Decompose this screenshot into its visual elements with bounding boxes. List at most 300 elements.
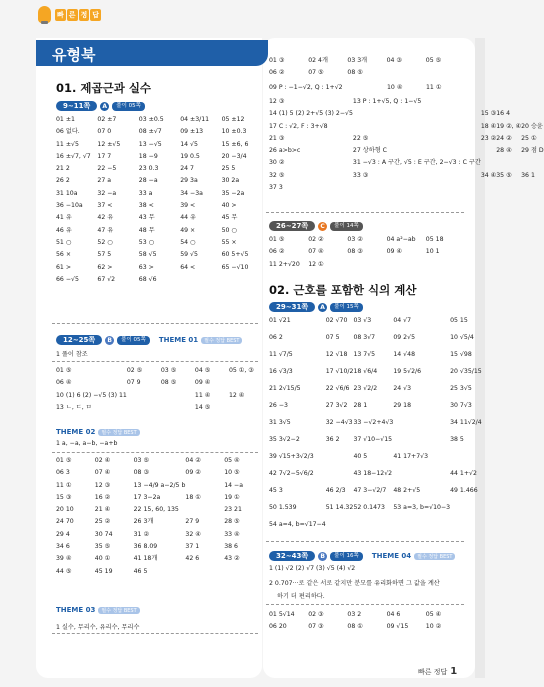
answer-item: 19 ① [224, 493, 240, 501]
answer-item: 13 P : 1+√5, Q : 1−√5 [352, 98, 422, 105]
answer-item [161, 402, 195, 414]
answer-item [185, 504, 224, 516]
answer-item [353, 182, 481, 194]
answer-item [481, 145, 496, 157]
answer-item: 18 ① [185, 493, 201, 501]
answer-item: 31 3√5 [269, 419, 291, 426]
answer-item: 02 ③ [308, 611, 324, 618]
solution-page: 풀이 16쪽 [330, 552, 363, 561]
logo-char: 빠 [57, 10, 64, 19]
logo-char: 른 [68, 10, 76, 19]
answer-item: 03 2 [347, 611, 362, 618]
answer-item: 17 C : √2, F : 3+√8 [269, 122, 328, 130]
answer-item: 62 > [97, 263, 113, 271]
answer-item: 27 3√2 [325, 402, 348, 409]
answer-line: 1 (1) √2 (2) √7 (3) √5 (4) √2 [269, 565, 356, 572]
answer-item: 13 −√5 [138, 140, 162, 148]
page-range: 32~43쪽 [269, 551, 315, 561]
answer-item: 63 > [138, 263, 154, 271]
answer-item: 04 √7 [393, 317, 412, 324]
answer-item: 02 √70 [325, 317, 348, 324]
answer-item: 06 ④ [56, 379, 72, 387]
answer-item: 46 5 [133, 567, 148, 575]
answer-item: 24 √3 [393, 385, 412, 392]
section-range-pill [269, 551, 455, 561]
answer-item: 35 ⑤ [94, 543, 111, 551]
answer-item: 05 15 [450, 317, 468, 324]
answer-item: 25 ① [521, 134, 537, 142]
solution-page: 풀이 14쪽 [330, 222, 363, 231]
answer-item: 31 10a [56, 189, 78, 197]
answer-item: 23 ② [480, 134, 497, 142]
answer-item: 05 ④ [425, 611, 442, 618]
answer-grid [269, 96, 544, 194]
answer-item [393, 417, 450, 429]
level-badge: B [318, 552, 327, 561]
answer-item: 30 74 [94, 530, 113, 538]
divider [266, 604, 464, 605]
answer-item [127, 390, 161, 402]
answer-item: 16 √3/3 [269, 368, 293, 375]
answer-item [229, 402, 263, 414]
answer-item: 01 ±1 [56, 116, 75, 123]
answer-item [229, 377, 263, 389]
answer-item [326, 519, 354, 531]
answer-item: 08 ⑤ [347, 69, 363, 77]
answer-item: 01 ⑤ [56, 367, 72, 374]
answer-item: 26 2 [56, 177, 70, 185]
answer-item: 67 √2 [97, 275, 116, 283]
answer-item: 44 ⑤ [56, 567, 72, 575]
answer-item: 10 ② [425, 623, 442, 631]
answer-item: 06 20 [269, 623, 287, 631]
answer-item: 07 ③ [308, 623, 324, 631]
best-tag: 필수 정답 BEST [98, 429, 139, 436]
answer-item: 08 3√7 [353, 334, 376, 341]
answer-item: 68 √6 [138, 275, 157, 283]
answer-item: 07 ⑤ [308, 69, 324, 77]
answer-item: 31 ② [133, 530, 149, 538]
answer-item: 01 ⑤ [56, 457, 72, 464]
answer-item: 36 8.09 [133, 543, 158, 551]
theme-label: THEME 01 [158, 336, 199, 344]
answer-item: 06 ② [269, 248, 285, 256]
answer-item: 10 (1) 6 (2) −√5 (3) 11 [56, 391, 127, 399]
answer-item: 24 7 [180, 165, 194, 173]
answer-item: 28 1 [353, 402, 368, 409]
answer-item: 05 ⑤ [425, 57, 442, 64]
answer-grid [269, 55, 465, 80]
answer-item: 08 ±√7 [138, 128, 162, 136]
answer-item: 43 18−12√2 [353, 470, 393, 477]
solution-page: 풀이 05쪽 [112, 102, 145, 111]
answer-item: 22 −5 [97, 165, 117, 173]
answer-item: 11 ① [56, 481, 72, 489]
level-badge: A [100, 102, 109, 111]
section-title: 01. 제곱근과 실수 [56, 81, 152, 95]
answer-item: 18 −9 [138, 152, 158, 160]
answer-grid [269, 315, 482, 536]
answer-item: 22 15, 60, 135 [133, 506, 179, 514]
answer-item: 01 ⑤ [269, 236, 285, 243]
answer-item [393, 434, 450, 446]
answer-item: 30 ② [269, 159, 285, 167]
best-tag: 필수 정답 BEST [98, 607, 139, 614]
answer-item: 02 ② [308, 236, 324, 243]
answer-item: 07 5 [325, 334, 340, 341]
answer-item: 17 3−2a [133, 493, 161, 501]
divider [266, 541, 464, 542]
answer-item [496, 182, 521, 194]
answer-item: 21 ③ [269, 134, 285, 142]
page-header [0, 0, 517, 38]
answer-item: 02 ④ [94, 457, 111, 464]
page-range: 26~27쪽 [269, 221, 315, 231]
answer-item: 43 ② [224, 555, 240, 563]
answer-line: 1 풀이 참조 [56, 351, 88, 358]
answer-item: 09 ±13 [180, 128, 204, 136]
answer-item: 51 14.32 [325, 504, 354, 511]
answer-item: 02 4개 [308, 57, 328, 64]
answer-item [481, 96, 496, 108]
answer-item: 34 ④ [480, 171, 497, 179]
answer-item [353, 108, 481, 120]
answer-item: 32 ④ [185, 530, 201, 538]
answer-grid [56, 455, 263, 578]
answer-item [496, 96, 521, 108]
answer-item: 23 0.3 [138, 165, 159, 173]
answer-item: 61 > [56, 263, 72, 271]
answer-item: 21 2 [56, 165, 70, 173]
answer-item: 01 5√14 [269, 611, 295, 618]
answer-item: 09 √15 [386, 623, 409, 631]
answer-item [521, 157, 544, 169]
answer-item: 04 ② [185, 457, 201, 464]
answer-item: 05 ④ [224, 457, 240, 464]
answer-item: 20 승윤 [521, 122, 543, 130]
answer-item: 53 ○ [138, 238, 155, 246]
answer-item: 08 ⑤ [160, 379, 177, 387]
best-tag: 필수 정답 BEST [414, 553, 455, 560]
answer-item: 37 √10−√15 [353, 436, 393, 443]
answer-item: 14 ⑤ [194, 403, 211, 411]
answer-item: 33 ④ [224, 530, 240, 538]
answer-item: 20 √35/15 [450, 368, 482, 375]
answer-item [521, 182, 544, 194]
answer-item: 41 유 [56, 214, 72, 222]
answer-item: 13 ㄴ, ㄷ, ㅁ [56, 403, 92, 411]
answer-item: 04 ③ [386, 57, 402, 64]
theme-label: THEME 02 [56, 428, 96, 436]
answer-item: 16 4 [496, 110, 511, 118]
answer-item [496, 157, 521, 169]
answer-item: 34 −3a [180, 189, 203, 197]
answer-item: 11 √7/5 [269, 351, 293, 358]
answer-item: 19 ②, ④ [496, 122, 522, 130]
answer-item: 42 6 [185, 555, 200, 563]
answer-item: 09 2√5 [393, 334, 415, 341]
answer-item: 26 a>b>c [269, 147, 301, 155]
section-title: 02. 근호를 포함한 식의 계산 [269, 283, 417, 297]
answer-item [481, 157, 496, 169]
answer-item: 14 √48 [393, 351, 415, 358]
answer-item: 21 2√15/5 [269, 385, 301, 392]
page-number: 1 [450, 666, 458, 677]
divider [52, 361, 258, 362]
answer-item: 37 < [97, 202, 113, 210]
answer-item: 03 ±0.5 [138, 116, 164, 123]
answer-item: 50 ○ [221, 226, 237, 234]
answer-item: 07 ④ [94, 469, 111, 477]
answer-item: 25 ② [94, 518, 111, 526]
answer-item: 44 1+√2 [450, 470, 477, 477]
answer-item: 11 2+√20 [269, 260, 300, 268]
answer-item: 66 −√5 [56, 275, 79, 283]
answer-item: 36 2 [325, 436, 340, 443]
answer-item: 02 ⑤ [126, 367, 143, 374]
answer-item: 41 18개 [133, 555, 158, 563]
answer-item: 37 1 [185, 543, 200, 551]
answer-item: 03 ⑤ [160, 367, 177, 374]
page-title: 유형북 [36, 40, 268, 66]
answer-item: 08 ③ [347, 248, 363, 256]
answer-item: 06 3 [56, 469, 70, 477]
answer-line: 10 ④ [387, 84, 403, 91]
answer-item: 40 5 [353, 453, 368, 460]
quick-answer-logo [38, 6, 101, 23]
logo-char: 답 [92, 10, 100, 19]
level-badge: B [105, 336, 114, 345]
answer-item: 11 ④ [194, 391, 211, 399]
answer-item: 18 √6/4 [353, 368, 378, 375]
answer-item: 04 a²−ab [386, 236, 416, 243]
answer-item: 36 1 [521, 171, 535, 179]
divider [52, 452, 258, 453]
answer-item: 48 무 [138, 226, 155, 234]
answer-item: 15 √98 [450, 351, 472, 358]
answer-item: 33 −√2+4√3 [353, 419, 394, 426]
answer-item: 12 ③ [94, 481, 111, 489]
answer-item: 52 0.1473 [353, 504, 385, 511]
answer-grid [269, 234, 465, 271]
answer-item: 03 ⑤ [133, 457, 149, 464]
answer-item: 32 −a [97, 189, 117, 197]
answer-item [326, 451, 354, 463]
answer-item: 23 √2/2 [353, 385, 378, 392]
answer-item: 14 √5 [180, 140, 198, 148]
answer-item: 03 √3 [353, 317, 372, 324]
answer-item: 04 6 [386, 611, 401, 618]
answer-item: 33 ③ [352, 171, 369, 179]
answer-item: 03 ② [347, 236, 363, 243]
answer-item: 22 ⑤ [352, 134, 369, 142]
level-badge: A [318, 303, 327, 312]
answer-item: 08 ① [347, 623, 363, 631]
answer-item: 16 ② [94, 493, 111, 501]
answer-item: 48 2+√5 [393, 487, 421, 494]
answer-item: 12 √18 [325, 351, 348, 358]
answer-item: 10 ⑤ [224, 469, 240, 477]
answer-item: 52 ○ [97, 238, 113, 246]
answer-item: 65 −√10 [221, 263, 249, 271]
answer-item: 17 √10/2 [325, 368, 354, 375]
answer-item [450, 502, 482, 514]
divider [266, 212, 464, 213]
answer-item: 43 무 [138, 214, 155, 222]
answer-item: 13 7√5 [353, 351, 376, 358]
lightbulb-icon [38, 6, 51, 23]
answer-item: 15 ③ [480, 110, 497, 118]
answer-item: 15 ③ [56, 493, 72, 501]
answer-item: 07 0 [97, 128, 112, 136]
answer-item: 45 19 [94, 567, 113, 575]
answer-item [185, 566, 224, 578]
answer-item: 25 5 [221, 165, 236, 173]
answer-item [521, 108, 544, 120]
answer-item [224, 566, 263, 578]
answer-item: 12 ④ [228, 391, 245, 399]
answer-item: 47 유 [97, 226, 114, 234]
answer-item: 64 < [180, 263, 196, 271]
answer-item: 57 5 [97, 251, 112, 259]
answer-item [481, 182, 496, 194]
answer-item: 06 없다. [56, 128, 80, 136]
answer-item [185, 480, 224, 492]
answer-item: 14 −a [224, 481, 244, 489]
answer-item: 15 ±6, 6 [221, 140, 249, 148]
answer-item: 19 5√2/6 [393, 368, 422, 375]
solution-page: 풀이 15쪽 [330, 303, 363, 312]
answer-item: 05 ①, ③ [228, 367, 254, 374]
answer-item: 46 유 [56, 226, 72, 234]
answer-item: 24 70 [56, 518, 74, 526]
answer-item: 26 −3 [269, 402, 288, 409]
answer-item: 05 ±12 [221, 116, 245, 123]
answer-item: 29 3a [180, 177, 198, 185]
answer-item: 07 9 [126, 379, 141, 387]
logo-char: 정 [80, 10, 88, 19]
answer-item: 49 × [180, 226, 196, 234]
answer-item: 20 −3/4 [221, 152, 247, 160]
answer-item: 10 √5/4 [450, 334, 474, 341]
answer-item: 01 ③ [269, 57, 285, 64]
answer-line: 1 a, −a, a−b, −a+b [56, 440, 118, 447]
answer-item: 16 ±√7, √7 [56, 152, 91, 160]
answer-item: 12 ③ [269, 98, 285, 105]
answer-item: 56 × [56, 251, 72, 259]
divider [52, 633, 258, 634]
section-range-pill [56, 101, 145, 111]
answer-grid [56, 365, 263, 414]
answer-item: 38 < [138, 202, 154, 210]
answer-item: 38 5 [450, 436, 464, 443]
answer-item: 04 ⑤ [194, 367, 211, 374]
answer-item: 09 ② [185, 469, 201, 477]
answer-item: 10 ±0.3 [221, 128, 247, 136]
answer-item [426, 67, 465, 79]
answer-item: 42 유 [97, 214, 114, 222]
answer-item: 12 ① [308, 260, 324, 268]
answer-item: 59 √5 [180, 251, 198, 259]
answer-item: 03 3개 [347, 57, 368, 64]
answer-item: 02 ±7 [97, 116, 117, 123]
answer-item: 10 1 [425, 248, 440, 256]
answer-item: 24 ② [496, 134, 512, 142]
answer-item: 22 √6/6 [325, 385, 350, 392]
answer-item: 17 7 [97, 152, 112, 160]
answer-item: 51 ○ [56, 238, 72, 246]
answer-item: 39 √15+3√2/3 [269, 453, 314, 460]
answer-item: 29 점 D [521, 147, 544, 155]
answer-item [521, 96, 544, 108]
answer-item: 44 유 [180, 214, 197, 222]
answer-item: 54 ○ [180, 238, 196, 246]
answer-grid [269, 609, 465, 634]
answer-item: 08 ③ [133, 469, 149, 477]
answer-item: 50 1.539 [269, 504, 297, 511]
answer-item: 60 5+√5 [221, 251, 249, 259]
answer-item: 45 3 [269, 487, 283, 494]
answer-item [450, 451, 482, 463]
answer-item: 36 −10a [56, 202, 83, 210]
answer-item: 35 −2a [221, 189, 245, 197]
answer-item: 01 √21 [269, 317, 291, 324]
answer-item: 14 (1) 5 (2) 2+√5 (3) 2−√5 [269, 110, 353, 118]
answer-item: 28 ⑤ [224, 518, 240, 526]
answer-item: 04 ±3/11 [180, 116, 210, 123]
answer-item [387, 67, 426, 79]
answer-item [393, 468, 450, 480]
solution-page: 풀이 05쪽 [117, 336, 150, 345]
answer-item: 13 −4/9 a−2/5 b [133, 481, 186, 489]
answer-item: 33 a [138, 189, 153, 197]
answer-item: 39 < [180, 202, 196, 210]
answer-grid [56, 114, 263, 286]
answer-item: 06 ② [269, 69, 285, 77]
answer-item: 29 4 [56, 530, 70, 538]
answer-item: 05 18 [425, 236, 444, 243]
answer-item: 54 a=4, b=√17−4 [269, 521, 326, 528]
answer-item: 49 1.466 [450, 487, 478, 494]
page-footer [418, 666, 457, 677]
section-range-pill [269, 221, 363, 231]
answer-item [161, 390, 195, 402]
answer-line: 11 ① [426, 84, 442, 91]
section-range-pill [269, 302, 363, 312]
answer-item [353, 121, 481, 133]
answer-line: 하기 더 편리하다. [277, 593, 325, 600]
answer-item: 31 −√3 : A 구간, √5 : E 구간, 2−√3 : C 구간 [352, 159, 481, 167]
answer-item: 58 √5 [138, 251, 157, 259]
answer-item: 28 −a [138, 177, 158, 185]
answer-item: 11 ±√5 [56, 140, 79, 148]
best-tag: 필수 정답 BEST [201, 337, 242, 344]
page-range: 29~31쪽 [269, 302, 315, 312]
answer-item: 09 ④ [386, 248, 402, 256]
answer-item: 47 3−√2/7 [353, 487, 387, 494]
answer-item: 29 18 [393, 402, 412, 409]
answer-item: 07 ④ [308, 248, 324, 256]
answer-item [326, 468, 354, 480]
answer-item: 09 ④ [194, 379, 211, 387]
answer-item: 18 ④ [480, 122, 497, 130]
footer-label: 빠른 정답 [418, 668, 448, 676]
answer-item: 40 > [221, 202, 237, 210]
answer-item: 55 × [221, 238, 237, 246]
answer-item: 27 9 [185, 518, 200, 526]
answer-item: 19 0.5 [180, 152, 200, 160]
theme-header [56, 427, 140, 437]
